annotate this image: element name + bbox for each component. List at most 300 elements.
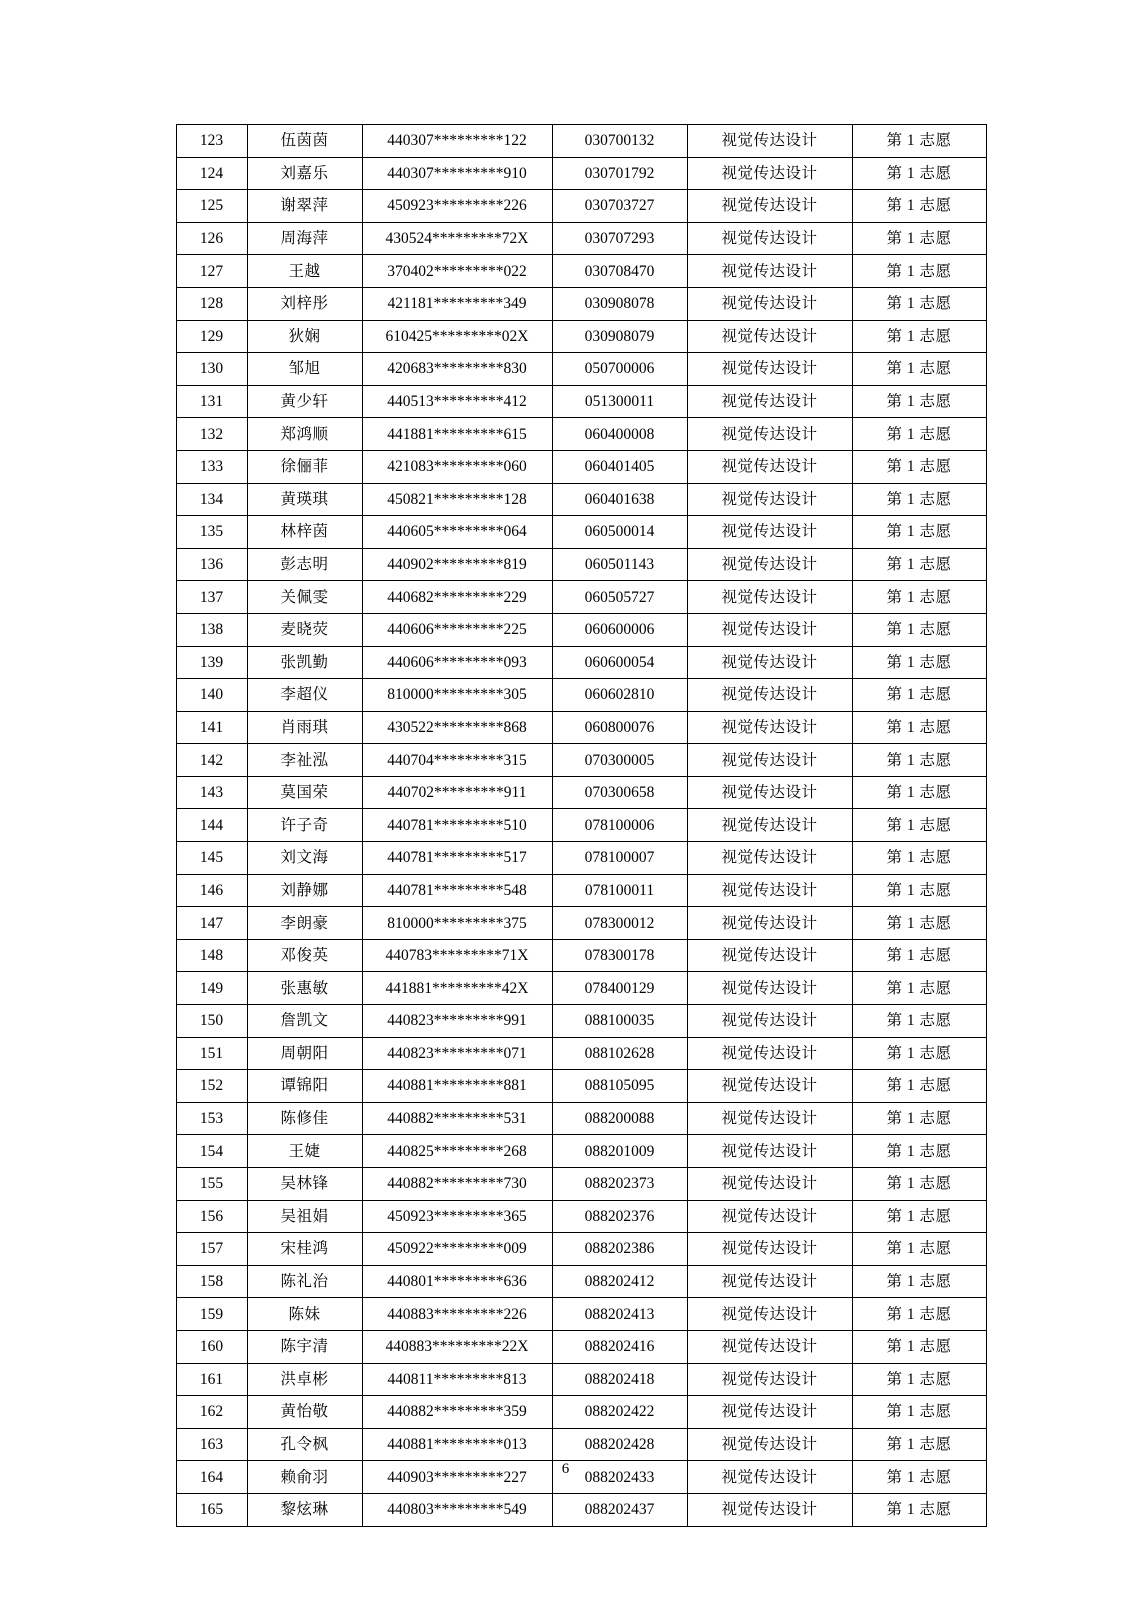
row-index: 128 <box>176 287 247 320</box>
row-id-number: 440682*********229 <box>362 581 552 614</box>
row-id-number: 440803*********549 <box>362 1493 552 1526</box>
row-choice: 第 1 志愿 <box>852 1330 986 1363</box>
row-major: 视觉传达设计 <box>687 1363 852 1396</box>
row-choice: 第 1 志愿 <box>852 157 986 190</box>
row-major: 视觉传达设计 <box>687 842 852 875</box>
table-row <box>176 418 986 451</box>
row-choice: 第 1 志愿 <box>852 1493 986 1526</box>
row-id-number: 440823*********071 <box>362 1037 552 1070</box>
row-choice: 第 1 志愿 <box>852 516 986 549</box>
row-name: 宋桂鸿 <box>247 1233 362 1266</box>
row-name: 伍茵茵 <box>247 125 362 158</box>
row-id-number: 810000*********375 <box>362 907 552 940</box>
row-choice: 第 1 志愿 <box>852 320 986 353</box>
row-choice: 第 1 志愿 <box>852 1005 986 1038</box>
row-index: 150 <box>176 1005 247 1038</box>
row-choice: 第 1 志愿 <box>852 679 986 712</box>
row-index: 132 <box>176 418 247 451</box>
row-index: 147 <box>176 907 247 940</box>
row-index: 125 <box>176 190 247 223</box>
row-major: 视觉传达设计 <box>687 907 852 940</box>
row-id-number: 440606*********093 <box>362 646 552 679</box>
row-id-number: 370402*********022 <box>362 255 552 288</box>
row-index: 158 <box>176 1265 247 1298</box>
row-exam-number: 088202413 <box>552 1298 687 1331</box>
row-choice: 第 1 志愿 <box>852 287 986 320</box>
table-row <box>176 483 986 516</box>
table-row <box>176 1298 986 1331</box>
table-row <box>176 874 986 907</box>
table-row <box>176 1330 986 1363</box>
row-index: 156 <box>176 1200 247 1233</box>
table-row <box>176 711 986 744</box>
row-index: 124 <box>176 157 247 190</box>
row-exam-number: 060800076 <box>552 711 687 744</box>
row-id-number: 441881*********42X <box>362 972 552 1005</box>
row-name: 吴祖娟 <box>247 1200 362 1233</box>
row-choice: 第 1 志愿 <box>852 711 986 744</box>
row-name: 陈修佳 <box>247 1102 362 1135</box>
row-choice: 第 1 志愿 <box>852 1168 986 1201</box>
row-name: 肖雨琪 <box>247 711 362 744</box>
row-major: 视觉传达设计 <box>687 353 852 386</box>
row-name: 李朗豪 <box>247 907 362 940</box>
row-major: 视觉传达设计 <box>687 1265 852 1298</box>
row-name: 王婕 <box>247 1135 362 1168</box>
row-name: 洪卓彬 <box>247 1363 362 1396</box>
page-number: 6 <box>561 1461 570 1477</box>
table-row <box>176 548 986 581</box>
table-row <box>176 1102 986 1135</box>
row-id-number: 440811*********813 <box>362 1363 552 1396</box>
table-row <box>176 907 986 940</box>
row-major: 视觉传达设计 <box>687 809 852 842</box>
row-id-number: 440902*********819 <box>362 548 552 581</box>
row-index: 163 <box>176 1428 247 1461</box>
row-id-number: 810000*********305 <box>362 679 552 712</box>
row-index: 155 <box>176 1168 247 1201</box>
table-row <box>176 581 986 614</box>
row-name: 陈妹 <box>247 1298 362 1331</box>
row-exam-number: 030703727 <box>552 190 687 223</box>
row-exam-number: 078400129 <box>552 972 687 1005</box>
row-major: 视觉传达设计 <box>687 711 852 744</box>
row-name: 李祉泓 <box>247 744 362 777</box>
table-row <box>176 1363 986 1396</box>
row-index: 165 <box>176 1493 247 1526</box>
row-major: 视觉传达设计 <box>687 1396 852 1429</box>
row-id-number: 450923*********226 <box>362 190 552 223</box>
row-exam-number: 088202428 <box>552 1428 687 1461</box>
row-major: 视觉传达设计 <box>687 418 852 451</box>
table-row <box>176 1037 986 1070</box>
row-name: 谭锦阳 <box>247 1070 362 1103</box>
row-id-number: 430524*********72X <box>362 222 552 255</box>
row-exam-number: 088202437 <box>552 1493 687 1526</box>
row-exam-number: 088202418 <box>552 1363 687 1396</box>
row-major: 视觉传达设计 <box>687 125 852 158</box>
row-id-number: 610425*********02X <box>362 320 552 353</box>
row-exam-number: 070300005 <box>552 744 687 777</box>
row-exam-number: 030707293 <box>552 222 687 255</box>
row-id-number: 440881*********013 <box>362 1428 552 1461</box>
row-major: 视觉传达设计 <box>687 679 852 712</box>
row-name: 郑鸿顺 <box>247 418 362 451</box>
row-id-number: 440781*********517 <box>362 842 552 875</box>
table-row <box>176 972 986 1005</box>
row-id-number: 440903*********227 <box>362 1461 552 1494</box>
row-index: 135 <box>176 516 247 549</box>
row-index: 142 <box>176 744 247 777</box>
table-row <box>176 516 986 549</box>
row-name: 狄娴 <box>247 320 362 353</box>
row-choice: 第 1 志愿 <box>852 1102 986 1135</box>
row-major: 视觉传达设计 <box>687 972 852 1005</box>
row-exam-number: 078100006 <box>552 809 687 842</box>
row-id-number: 440883*********22X <box>362 1330 552 1363</box>
row-name: 黄瑛琪 <box>247 483 362 516</box>
row-choice: 第 1 志愿 <box>852 222 986 255</box>
row-index: 159 <box>176 1298 247 1331</box>
row-id-number: 421083*********060 <box>362 450 552 483</box>
row-choice: 第 1 志愿 <box>852 190 986 223</box>
row-exam-number: 088202412 <box>552 1265 687 1298</box>
row-exam-number: 078100011 <box>552 874 687 907</box>
row-major: 视觉传达设计 <box>687 1168 852 1201</box>
row-choice: 第 1 志愿 <box>852 418 986 451</box>
row-exam-number: 030708470 <box>552 255 687 288</box>
row-id-number: 440881*********881 <box>362 1070 552 1103</box>
row-index: 138 <box>176 613 247 646</box>
row-major: 视觉传达设计 <box>687 1070 852 1103</box>
row-choice: 第 1 志愿 <box>852 1135 986 1168</box>
row-id-number: 441881*********615 <box>362 418 552 451</box>
table-row <box>176 1005 986 1038</box>
row-id-number: 440307*********122 <box>362 125 552 158</box>
row-choice: 第 1 志愿 <box>852 842 986 875</box>
row-exam-number: 060600006 <box>552 613 687 646</box>
row-index: 157 <box>176 1233 247 1266</box>
row-choice: 第 1 志愿 <box>852 353 986 386</box>
row-index: 136 <box>176 548 247 581</box>
row-major: 视觉传达设计 <box>687 255 852 288</box>
table-row <box>176 287 986 320</box>
row-name: 孔令枫 <box>247 1428 362 1461</box>
row-exam-number: 070300658 <box>552 776 687 809</box>
row-choice: 第 1 志愿 <box>852 613 986 646</box>
row-index: 134 <box>176 483 247 516</box>
row-exam-number: 060600054 <box>552 646 687 679</box>
row-index: 151 <box>176 1037 247 1070</box>
row-major: 视觉传达设计 <box>687 222 852 255</box>
row-exam-number: 051300011 <box>552 385 687 418</box>
row-major: 视觉传达设计 <box>687 776 852 809</box>
row-choice: 第 1 志愿 <box>852 1037 986 1070</box>
row-id-number: 440823*********991 <box>362 1005 552 1038</box>
row-major: 视觉传达设计 <box>687 483 852 516</box>
roster-table-body <box>176 125 986 1527</box>
table-row <box>176 842 986 875</box>
row-exam-number: 030701792 <box>552 157 687 190</box>
row-id-number: 440704*********315 <box>362 744 552 777</box>
row-choice: 第 1 志愿 <box>852 646 986 679</box>
row-index: 129 <box>176 320 247 353</box>
row-name: 彭志明 <box>247 548 362 581</box>
row-id-number: 440825*********268 <box>362 1135 552 1168</box>
row-major: 视觉传达设计 <box>687 450 852 483</box>
row-name: 黎炫琳 <box>247 1493 362 1526</box>
table-row <box>176 450 986 483</box>
row-name: 邓俊英 <box>247 939 362 972</box>
row-exam-number: 060602810 <box>552 679 687 712</box>
row-id-number: 440702*********911 <box>362 776 552 809</box>
row-major: 视觉传达设计 <box>687 1330 852 1363</box>
row-major: 视觉传达设计 <box>687 320 852 353</box>
row-major: 视觉传达设计 <box>687 1200 852 1233</box>
row-exam-number: 078300012 <box>552 907 687 940</box>
row-name: 王越 <box>247 255 362 288</box>
row-exam-number: 088202376 <box>552 1200 687 1233</box>
row-major: 视觉传达设计 <box>687 1298 852 1331</box>
table-row <box>176 385 986 418</box>
table-row <box>176 744 986 777</box>
table-row <box>176 776 986 809</box>
row-name: 邹旭 <box>247 353 362 386</box>
row-exam-number: 050700006 <box>552 353 687 386</box>
row-major: 视觉传达设计 <box>687 1135 852 1168</box>
row-index: 152 <box>176 1070 247 1103</box>
row-exam-number: 088202422 <box>552 1396 687 1429</box>
row-index: 164 <box>176 1461 247 1494</box>
row-id-number: 421181*********349 <box>362 287 552 320</box>
table-row <box>176 1493 986 1526</box>
row-name: 周海萍 <box>247 222 362 255</box>
row-index: 145 <box>176 842 247 875</box>
row-exam-number: 088202373 <box>552 1168 687 1201</box>
row-major: 视觉传达设计 <box>687 646 852 679</box>
table-row <box>176 125 986 158</box>
row-choice: 第 1 志愿 <box>852 581 986 614</box>
row-major: 视觉传达设计 <box>687 744 852 777</box>
table-row <box>176 939 986 972</box>
roster-table-wrapper <box>176 124 956 1527</box>
row-exam-number: 088100035 <box>552 1005 687 1038</box>
row-index: 148 <box>176 939 247 972</box>
row-index: 131 <box>176 385 247 418</box>
row-choice: 第 1 志愿 <box>852 1070 986 1103</box>
table-row <box>176 353 986 386</box>
row-major: 视觉传达设计 <box>687 1037 852 1070</box>
row-id-number: 440882*********730 <box>362 1168 552 1201</box>
row-choice: 第 1 志愿 <box>852 1233 986 1266</box>
row-name: 许子奇 <box>247 809 362 842</box>
row-major: 视觉传达设计 <box>687 1461 852 1494</box>
row-id-number: 440801*********636 <box>362 1265 552 1298</box>
row-name: 张惠敏 <box>247 972 362 1005</box>
row-name: 詹凯文 <box>247 1005 362 1038</box>
table-row <box>176 320 986 353</box>
row-choice: 第 1 志愿 <box>852 1363 986 1396</box>
row-major: 视觉传达设计 <box>687 190 852 223</box>
row-name: 赖俞羽 <box>247 1461 362 1494</box>
row-name: 谢翠萍 <box>247 190 362 223</box>
row-exam-number: 030908079 <box>552 320 687 353</box>
row-index: 161 <box>176 1363 247 1396</box>
table-row <box>176 613 986 646</box>
row-major: 视觉传达设计 <box>687 1102 852 1135</box>
row-major: 视觉传达设计 <box>687 157 852 190</box>
table-row <box>176 190 986 223</box>
row-choice: 第 1 志愿 <box>852 972 986 1005</box>
table-row <box>176 1428 986 1461</box>
row-name: 莫国荣 <box>247 776 362 809</box>
row-name: 刘梓彤 <box>247 287 362 320</box>
row-choice: 第 1 志愿 <box>852 125 986 158</box>
row-choice: 第 1 志愿 <box>852 548 986 581</box>
row-index: 153 <box>176 1102 247 1135</box>
row-choice: 第 1 志愿 <box>852 776 986 809</box>
row-index: 149 <box>176 972 247 1005</box>
row-exam-number: 030908078 <box>552 287 687 320</box>
row-choice: 第 1 志愿 <box>852 1200 986 1233</box>
row-exam-number: 088105095 <box>552 1070 687 1103</box>
row-name: 黄怡敬 <box>247 1396 362 1429</box>
row-id-number: 440882*********531 <box>362 1102 552 1135</box>
row-major: 视觉传达设计 <box>687 1005 852 1038</box>
table-row <box>176 1396 986 1429</box>
row-name: 刘静娜 <box>247 874 362 907</box>
row-id-number: 440307*********910 <box>362 157 552 190</box>
row-exam-number: 060505727 <box>552 581 687 614</box>
row-index: 130 <box>176 353 247 386</box>
row-major: 视觉传达设计 <box>687 1493 852 1526</box>
row-name: 陈礼治 <box>247 1265 362 1298</box>
row-major: 视觉传达设计 <box>687 1233 852 1266</box>
row-major: 视觉传达设计 <box>687 613 852 646</box>
row-major: 视觉传达设计 <box>687 548 852 581</box>
row-name: 刘嘉乐 <box>247 157 362 190</box>
table-row <box>176 1168 986 1201</box>
row-choice: 第 1 志愿 <box>852 255 986 288</box>
row-index: 160 <box>176 1330 247 1363</box>
row-id-number: 430522*********868 <box>362 711 552 744</box>
row-exam-number: 078300178 <box>552 939 687 972</box>
row-choice: 第 1 志愿 <box>852 483 986 516</box>
row-index: 139 <box>176 646 247 679</box>
row-major: 视觉传达设计 <box>687 581 852 614</box>
row-id-number: 440882*********359 <box>362 1396 552 1429</box>
row-id-number: 450821*********128 <box>362 483 552 516</box>
row-id-number: 440606*********225 <box>362 613 552 646</box>
row-id-number: 420683*********830 <box>362 353 552 386</box>
row-index: 127 <box>176 255 247 288</box>
row-name: 张凯勤 <box>247 646 362 679</box>
row-choice: 第 1 志愿 <box>852 385 986 418</box>
table-row <box>176 809 986 842</box>
row-index: 140 <box>176 679 247 712</box>
row-exam-number: 088202433 <box>552 1461 687 1494</box>
row-id-number: 440783*********71X <box>362 939 552 972</box>
row-index: 143 <box>176 776 247 809</box>
row-name: 林梓茵 <box>247 516 362 549</box>
row-index: 137 <box>176 581 247 614</box>
table-row <box>176 646 986 679</box>
row-index: 162 <box>176 1396 247 1429</box>
row-choice: 第 1 志愿 <box>852 939 986 972</box>
row-exam-number: 060500014 <box>552 516 687 549</box>
row-index: 141 <box>176 711 247 744</box>
row-name: 吴林锋 <box>247 1168 362 1201</box>
row-index: 154 <box>176 1135 247 1168</box>
row-id-number: 450922*********009 <box>362 1233 552 1266</box>
row-choice: 第 1 志愿 <box>852 907 986 940</box>
row-index: 133 <box>176 450 247 483</box>
row-id-number: 450923*********365 <box>362 1200 552 1233</box>
row-exam-number: 088202386 <box>552 1233 687 1266</box>
table-row <box>176 1265 986 1298</box>
row-index: 126 <box>176 222 247 255</box>
row-exam-number: 088201009 <box>552 1135 687 1168</box>
row-major: 视觉传达设计 <box>687 385 852 418</box>
row-name: 黄少轩 <box>247 385 362 418</box>
row-exam-number: 060401638 <box>552 483 687 516</box>
row-choice: 第 1 志愿 <box>852 1428 986 1461</box>
row-major: 视觉传达设计 <box>687 287 852 320</box>
row-id-number: 440781*********510 <box>362 809 552 842</box>
row-choice: 第 1 志愿 <box>852 1265 986 1298</box>
row-exam-number: 060501143 <box>552 548 687 581</box>
row-name: 关佩雯 <box>247 581 362 614</box>
row-exam-number: 078100007 <box>552 842 687 875</box>
row-id-number: 440513*********412 <box>362 385 552 418</box>
row-exam-number: 088102628 <box>552 1037 687 1070</box>
row-major: 视觉传达设计 <box>687 939 852 972</box>
row-name: 周朝阳 <box>247 1037 362 1070</box>
row-major: 视觉传达设计 <box>687 874 852 907</box>
table-row <box>176 1070 986 1103</box>
table-row <box>176 679 986 712</box>
roster-table <box>176 124 987 1527</box>
row-choice: 第 1 志愿 <box>852 809 986 842</box>
row-name: 麦晓荧 <box>247 613 362 646</box>
row-choice: 第 1 志愿 <box>852 450 986 483</box>
row-choice: 第 1 志愿 <box>852 744 986 777</box>
table-row <box>176 157 986 190</box>
row-choice: 第 1 志愿 <box>852 1396 986 1429</box>
row-index: 146 <box>176 874 247 907</box>
row-choice: 第 1 志愿 <box>852 1461 986 1494</box>
row-major: 视觉传达设计 <box>687 516 852 549</box>
row-exam-number: 088200088 <box>552 1102 687 1135</box>
row-index: 144 <box>176 809 247 842</box>
row-exam-number: 060401405 <box>552 450 687 483</box>
row-exam-number: 030700132 <box>552 125 687 158</box>
row-name: 陈宇清 <box>247 1330 362 1363</box>
row-id-number: 440781*********548 <box>362 874 552 907</box>
table-row <box>176 255 986 288</box>
table-row <box>176 1135 986 1168</box>
row-name: 刘文海 <box>247 842 362 875</box>
row-choice: 第 1 志愿 <box>852 874 986 907</box>
row-name: 徐俪菲 <box>247 450 362 483</box>
table-row <box>176 1200 986 1233</box>
row-id-number: 440883*********226 <box>362 1298 552 1331</box>
table-row <box>176 222 986 255</box>
row-exam-number: 088202416 <box>552 1330 687 1363</box>
row-id-number: 440605*********064 <box>362 516 552 549</box>
row-name: 李超仪 <box>247 679 362 712</box>
row-index: 123 <box>176 125 247 158</box>
